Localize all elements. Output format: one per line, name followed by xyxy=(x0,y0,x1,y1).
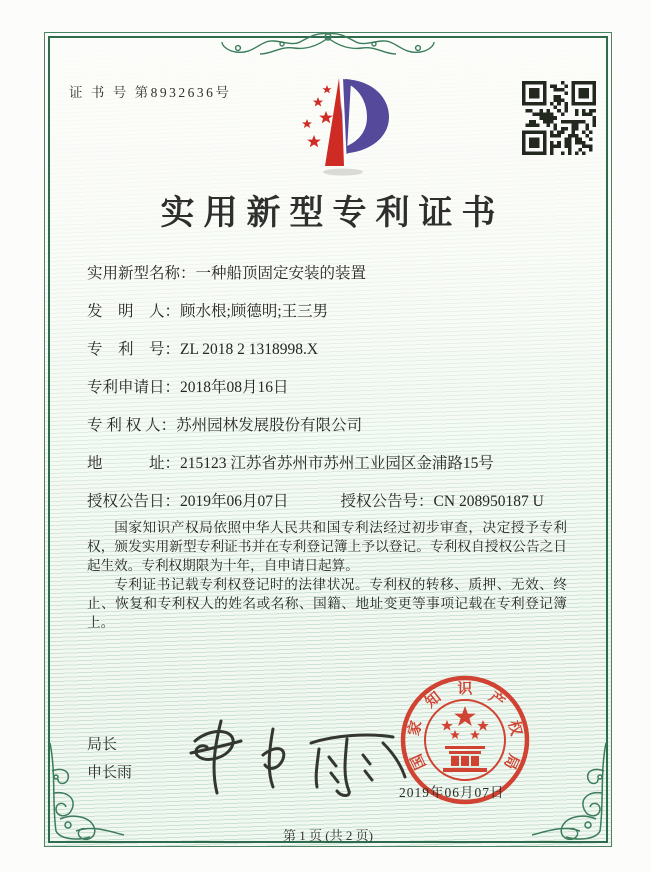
top-border-ornament-icon xyxy=(220,30,436,60)
field-row-address xyxy=(87,445,587,483)
certificate-page xyxy=(44,32,612,847)
field-label: 地 址： xyxy=(87,455,181,472)
officer-block xyxy=(87,731,132,787)
field-value: 2018年08月16日 xyxy=(180,379,289,396)
field-label: 专 利 号： xyxy=(87,341,181,358)
cnipa-patent-logo-icon xyxy=(281,73,397,179)
field-label: 专利申请日： xyxy=(87,379,181,396)
field-row-grant xyxy=(87,483,587,521)
field-row-name xyxy=(87,255,587,293)
officer-name: 申长雨 xyxy=(87,765,133,781)
svg-text:局: 局 xyxy=(500,751,522,772)
field-row-inventors xyxy=(87,293,587,331)
legal-paragraph-2: 专利证书记载专利权登记时的法律状况。专利权的转移、质押、无效、终止、恢复和专利权人的姓名或名称、国籍、地址变更等事项记载在专利登记簿上。 xyxy=(87,577,567,630)
field-value: 苏州园林发展股份有限公司 xyxy=(176,417,363,434)
field-row-patentee xyxy=(87,407,587,445)
legal-text xyxy=(87,518,567,632)
field-row-patent-number xyxy=(87,331,587,369)
legal-paragraph-1: 国家知识产权局依照中华人民共和国专利法经过初步审查，决定授予专利权，颁发实用新型专利证书并在专利登记簿上予以登记。专利权自授权公告之日起生效。专利权期限为十年，自申请日起算。 xyxy=(87,520,567,573)
field-value: 一种船顶固定安装的装置 xyxy=(195,265,367,282)
field-label: 专 利 权 人： xyxy=(87,417,177,434)
handwritten-signature-icon xyxy=(177,713,426,799)
certificate-title: 实用新型专利证书 xyxy=(160,195,505,232)
grant-no-label: 授权公告号： xyxy=(340,493,434,510)
grant-date-value: 2019年06月07日 xyxy=(180,493,289,510)
svg-text:知: 知 xyxy=(422,689,445,712)
field-label: 实用新型名称： xyxy=(87,265,196,282)
field-row-filing-date xyxy=(87,369,587,407)
field-value: 顾水根;顾德明;王三男 xyxy=(180,303,329,320)
field-value: ZL 2018 2 1318998.X xyxy=(180,341,319,358)
field-value: 215123 江苏省苏州市苏州工业园区金浦路15号 xyxy=(180,455,494,472)
certificate-number: 证 书 号 第8932636号 xyxy=(69,85,232,100)
svg-text:权: 权 xyxy=(504,719,524,738)
field-list xyxy=(87,255,587,521)
page-number: 第 1 页 (共 2 页) xyxy=(283,828,373,843)
seal-national-emblem xyxy=(441,706,489,772)
field-label: 发 明 人： xyxy=(87,303,181,320)
logo-stars xyxy=(302,85,333,147)
qr-code-icon xyxy=(522,81,596,155)
grant-date-label: 授权公告日： xyxy=(87,493,181,510)
svg-text:识: 识 xyxy=(457,681,473,698)
seal-date: 2019年06月07日 xyxy=(399,785,505,800)
svg-text:产: 产 xyxy=(485,689,508,712)
svg-text:国: 国 xyxy=(408,751,430,772)
svg-text:家: 家 xyxy=(406,719,426,738)
grant-no-value: CN 208950187 U xyxy=(433,493,544,510)
officer-title: 局长 xyxy=(87,737,118,753)
